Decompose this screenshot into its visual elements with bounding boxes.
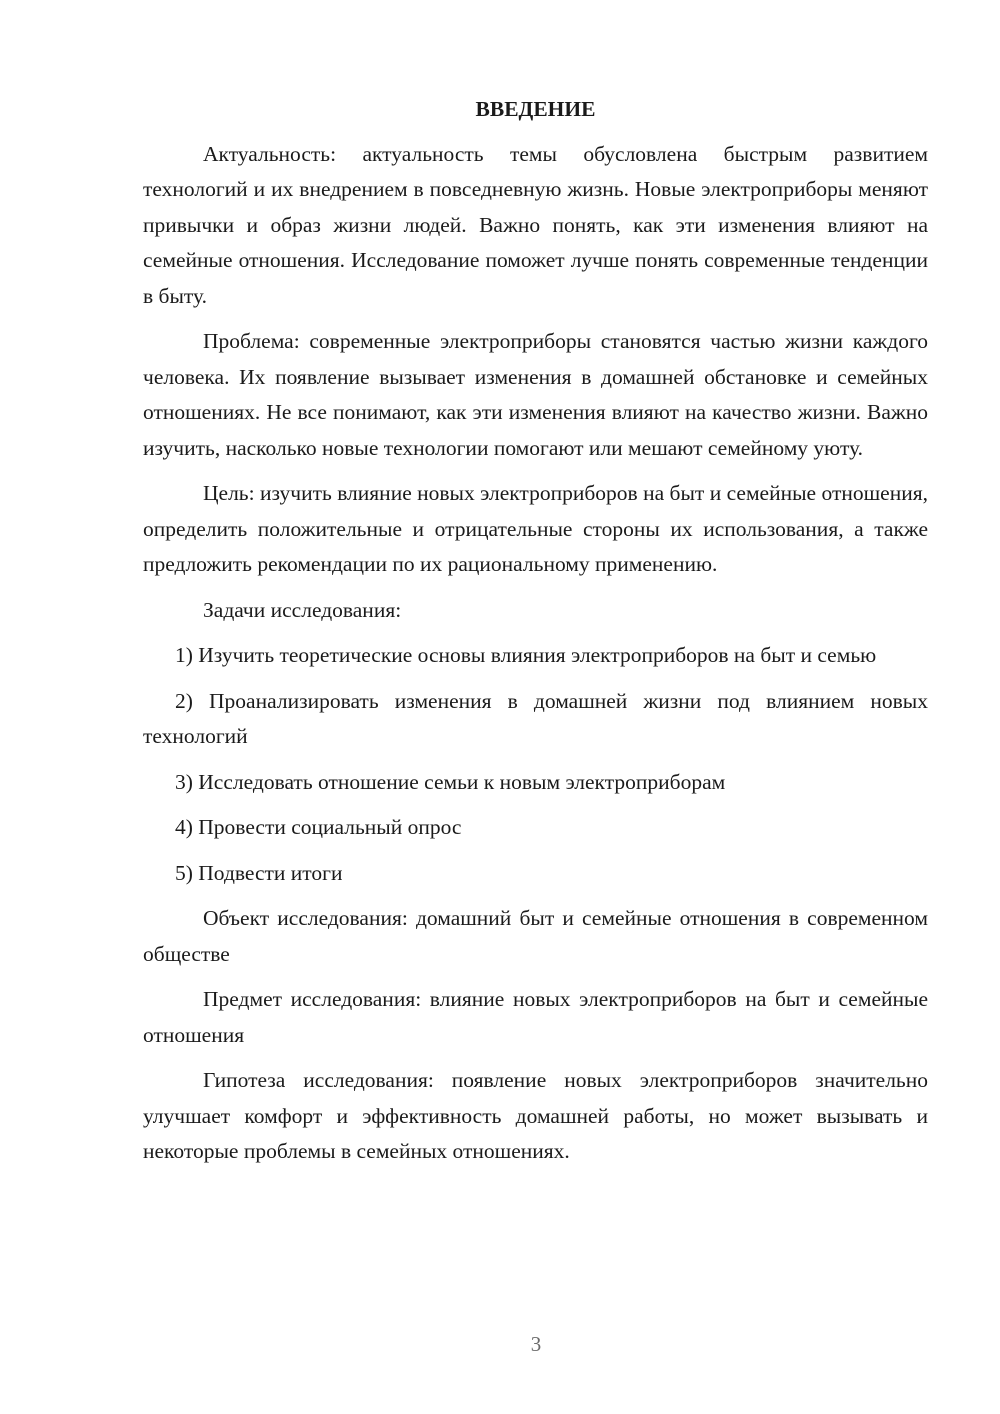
paragraph-subject: Предмет исследования: влияние новых электроприборов на быт и семейные отношения [143, 987, 928, 1047]
paragraph-problem: Проблема: современные электроприборы становятся частью жизни каждого человека. Их появление вызывает изменения в домашней обстановке и семейных отношениях. Не все понимают, как эти изменения влияют на качество жизни. Важно изучить, насколько новые технологии помогают или мешают семейному уюту. [143, 329, 928, 460]
paragraph-relevance: Актуальность: актуальность темы обусловлена быстрым развитием технологий и их внедрением в повседневную жизнь. Новые электроприборы меняют привычки и образ жизни людей. Важно понять, как эти изменения влияют на семейные отношения. Исследование поможет лучше понять современные тенденции в быту. [143, 141, 928, 308]
task-item-4: 4) Провести социальный опрос [175, 815, 462, 839]
paragraph-object: Объект исследования: домашний быт и семейные отношения в современном обществе [143, 906, 928, 966]
paragraph-goal: Цель: изучить влияние новых электроприборов на быт и семейные отношения, определить положительные и отрицательные стороны их использования, а также предложить рекомендации по их рациональному применению. [143, 481, 928, 576]
task-item-3: 3) Исследовать отношение семьи к новым электроприборам [175, 769, 726, 794]
page-number: 3 [530, 1332, 542, 1356]
document-page [143, 92, 928, 1170]
task-item-2: 2) Проанализировать изменения в домашней жизни под влиянием новых технологий [143, 688, 928, 748]
task-item-1: 1) Изучить теоретические основы влияния электроприборов на быт и семью [175, 643, 877, 667]
task-item-5: 5) Подвести итоги [175, 860, 343, 885]
tasks-heading: Задачи исследования: [203, 597, 402, 622]
section-title: ВВЕДЕНИЕ [475, 97, 596, 121]
paragraph-hypothesis: Гипотеза исследования: появление новых электроприборов значительно улучшает комфорт и эффективность домашней работы, но может вызывать и некоторые проблемы в семейных отношениях. [143, 1068, 928, 1163]
